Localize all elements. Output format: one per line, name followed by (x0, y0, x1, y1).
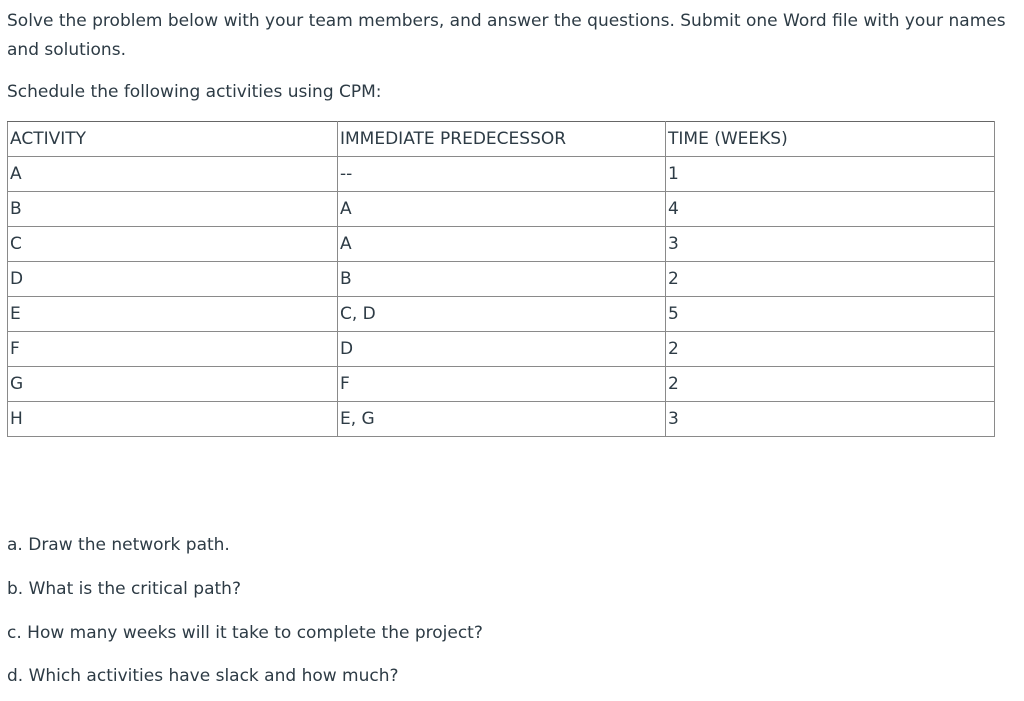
table-row (8, 402, 995, 437)
cell-activity: H (8, 402, 338, 437)
schedule-heading: Schedule the following activities using CPM: (7, 82, 382, 102)
table-row (8, 157, 995, 192)
table-row (8, 227, 995, 262)
cell-time: 2 (666, 367, 995, 402)
header-time: TIME (WEEKS) (666, 122, 995, 157)
cell-predecessor: E, G (338, 402, 666, 437)
table-row (8, 332, 995, 367)
cell-predecessor: D (338, 332, 666, 367)
table-row (8, 262, 995, 297)
header-predecessor: IMMEDIATE PREDECESSOR (338, 122, 666, 157)
activity-table (7, 121, 995, 437)
cell-activity: E (8, 297, 338, 332)
cell-activity: B (8, 192, 338, 227)
cell-predecessor: A (338, 192, 666, 227)
cell-time: 5 (666, 297, 995, 332)
table-header-row (8, 122, 995, 157)
cell-time: 4 (666, 192, 995, 227)
cell-time: 3 (666, 402, 995, 437)
cell-activity: G (8, 367, 338, 402)
cell-time: 3 (666, 227, 995, 262)
cell-activity: F (8, 332, 338, 367)
cell-predecessor: C, D (338, 297, 666, 332)
cell-time: 2 (666, 262, 995, 297)
cell-activity: D (8, 262, 338, 297)
table-row (8, 192, 995, 227)
cell-activity: C (8, 227, 338, 262)
cell-predecessor: F (338, 367, 666, 402)
question-a: a. Draw the network path. (7, 535, 230, 555)
cell-activity: A (8, 157, 338, 192)
cell-time: 2 (666, 332, 995, 367)
cell-predecessor: -- (338, 157, 666, 192)
table-row (8, 367, 995, 402)
cell-time: 1 (666, 157, 995, 192)
instructions-text: Solve the problem below with your team members, and answer the questions. Submit one Word file with your names and solutions. (7, 11, 1006, 60)
cell-predecessor: A (338, 227, 666, 262)
question-c: c. How many weeks will it take to complete the project? (7, 623, 483, 643)
question-d: d. Which activities have slack and how much? (7, 666, 399, 686)
header-activity: ACTIVITY (8, 122, 338, 157)
question-b: b. What is the critical path? (7, 579, 241, 599)
table-row (8, 297, 995, 332)
cell-predecessor: B (338, 262, 666, 297)
